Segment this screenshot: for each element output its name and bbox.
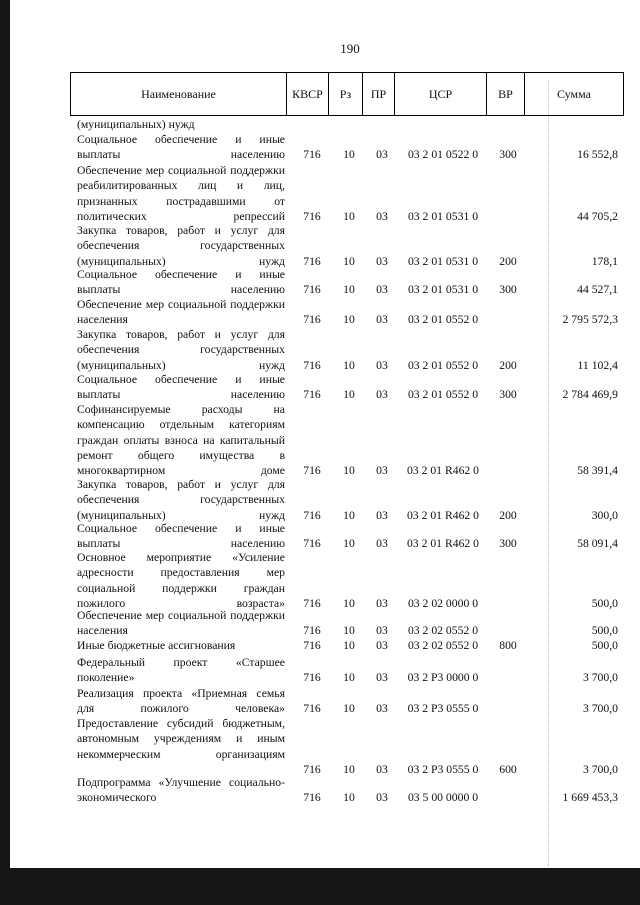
row-csr: 03 2 01 0531 0 bbox=[407, 283, 479, 297]
row-sum: 300,0 bbox=[591, 508, 618, 522]
row-csr: 03 2 01 0552 0 bbox=[407, 313, 479, 327]
row-kvsr: 716 bbox=[303, 596, 321, 610]
row-csr: 03 2 02 0552 0 bbox=[407, 639, 479, 652]
table-row bbox=[77, 655, 625, 686]
row-name: Обеспечение мер социальной поддержки населения bbox=[77, 609, 285, 638]
row-csr: 03 2 01 0552 0 bbox=[407, 358, 479, 372]
row-kvsr: 716 bbox=[303, 639, 321, 652]
row-kvsr: 716 bbox=[303, 464, 321, 478]
table-row bbox=[77, 372, 625, 403]
row-rz: 10 bbox=[343, 671, 355, 685]
row-kvsr: 716 bbox=[303, 388, 321, 402]
row-rz: 10 bbox=[343, 254, 355, 268]
row-name: Социальное обеспечение и иные выплаты населению bbox=[77, 133, 285, 162]
row-sum: 178,1 bbox=[591, 254, 618, 268]
row-rz: 10 bbox=[343, 283, 355, 297]
row-sum: 58 391,4 bbox=[577, 464, 618, 478]
row-name: Социальное обеспечение и иные выплаты населению bbox=[77, 373, 285, 402]
row-pr: 03 bbox=[376, 671, 388, 685]
row-vr: 800 bbox=[499, 639, 517, 652]
table-row bbox=[77, 638, 625, 653]
row-sum: 44 705,2 bbox=[577, 209, 618, 223]
row-sum: 44 527,1 bbox=[577, 283, 618, 297]
row-csr: 03 2 P3 0555 0 bbox=[407, 762, 479, 776]
row-name: Социальное обеспечение и иные выплаты населению bbox=[77, 522, 285, 551]
row-rz: 10 bbox=[343, 702, 355, 716]
row-sum: 1 669 453,3 bbox=[562, 791, 618, 805]
row-name: Реализация проекта «Приемная семья для пожилого человека» bbox=[77, 687, 285, 716]
row-csr: 03 2 01 0552 0 bbox=[407, 388, 479, 402]
header-name: Наименование bbox=[71, 73, 287, 115]
row-sum: 16 552,8 bbox=[577, 148, 618, 162]
row-sum: 2 784 469,9 bbox=[562, 388, 618, 402]
table-row bbox=[77, 267, 625, 298]
table-row bbox=[77, 297, 625, 328]
row-vr: 300 bbox=[499, 283, 517, 297]
table-row bbox=[77, 521, 625, 552]
row-pr: 03 bbox=[376, 209, 388, 223]
row-pr: 03 bbox=[376, 388, 388, 402]
row-pr: 03 bbox=[376, 283, 388, 297]
row-rz: 10 bbox=[343, 639, 355, 652]
row-rz: 10 bbox=[343, 596, 355, 610]
table-row bbox=[77, 223, 625, 269]
row-csr: 03 2 P3 0555 0 bbox=[407, 702, 479, 716]
row-name: (муниципальных) нужд bbox=[77, 118, 195, 131]
row-vr: 300 bbox=[499, 388, 517, 402]
row-rz: 10 bbox=[343, 624, 355, 638]
table-row bbox=[77, 163, 625, 224]
row-pr: 03 bbox=[376, 596, 388, 610]
row-sum: 500,0 bbox=[591, 639, 618, 652]
row-pr: 03 bbox=[376, 313, 388, 327]
row-name: Закупка товаров, работ и услуг для обеспечения государственных (муниципальных) нужд bbox=[77, 224, 285, 268]
row-csr: 03 2 02 0552 0 bbox=[407, 624, 479, 638]
row-name: Обеспечение мер социальной поддержки населения bbox=[77, 298, 285, 327]
table-row bbox=[77, 775, 625, 806]
row-vr: 600 bbox=[499, 762, 517, 776]
row-rz: 10 bbox=[343, 464, 355, 478]
table-row bbox=[77, 117, 625, 132]
row-rz: 10 bbox=[343, 388, 355, 402]
row-kvsr: 716 bbox=[303, 537, 321, 551]
row-kvsr: 716 bbox=[303, 702, 321, 716]
row-csr: 03 2 01 R462 0 bbox=[406, 537, 480, 551]
row-kvsr: 716 bbox=[303, 508, 321, 522]
row-sum: 500,0 bbox=[591, 596, 618, 610]
row-rz: 10 bbox=[343, 791, 355, 805]
row-kvsr: 716 bbox=[303, 762, 321, 776]
header-pr: ПР bbox=[363, 73, 395, 115]
row-kvsr: 716 bbox=[303, 209, 321, 223]
table-row bbox=[77, 477, 625, 523]
row-csr: 03 2 P3 0000 0 bbox=[407, 671, 479, 685]
row-sum: 11 102,4 bbox=[577, 358, 618, 372]
row-sum: 2 795 572,3 bbox=[562, 313, 618, 327]
row-csr: 03 5 00 0000 0 bbox=[407, 791, 479, 805]
row-csr: 03 2 01 0531 0 bbox=[407, 209, 479, 223]
header-sum: Сумма bbox=[557, 86, 591, 101]
row-vr: 200 bbox=[499, 358, 517, 372]
row-name: Обеспечение мер социальной поддержки реабилитированных лиц и лиц, признанных пострадавшими от политических репрессий bbox=[77, 164, 285, 223]
table-row bbox=[77, 132, 625, 163]
header-kvsr: КВСР bbox=[287, 73, 329, 115]
page-number: 190 bbox=[340, 41, 360, 56]
row-rz: 10 bbox=[343, 508, 355, 522]
row-kvsr: 716 bbox=[303, 148, 321, 162]
header-vr: ВР bbox=[487, 73, 525, 115]
row-pr: 03 bbox=[376, 791, 388, 805]
row-csr: 03 2 02 0000 0 bbox=[407, 596, 479, 610]
row-csr: 03 2 01 0531 0 bbox=[407, 254, 479, 268]
row-pr: 03 bbox=[376, 464, 388, 478]
row-sum: 58 091,4 bbox=[577, 537, 618, 551]
scan-edge-left bbox=[0, 0, 10, 905]
row-pr: 03 bbox=[376, 358, 388, 372]
row-name: Софинансируемые расходы на компенсацию отдельным категориям граждан оплаты взноса на капитальный ремонт общего имущества в многоквартирном доме bbox=[77, 403, 285, 478]
row-kvsr: 716 bbox=[303, 624, 321, 638]
row-rz: 10 bbox=[343, 762, 355, 776]
table-row bbox=[77, 608, 625, 639]
row-pr: 03 bbox=[376, 624, 388, 638]
row-vr: 200 bbox=[499, 254, 517, 268]
row-sum: 3 700,0 bbox=[582, 762, 618, 776]
row-sum: 500,0 bbox=[591, 624, 618, 638]
row-pr: 03 bbox=[376, 639, 388, 652]
row-pr: 03 bbox=[376, 537, 388, 551]
table-row bbox=[77, 716, 625, 777]
row-name: Предоставление субсидий бюджетным, автономным учреждениям и иным некоммерческим организациям bbox=[77, 717, 285, 761]
row-name: Подпрограмма «Улучшение социально-экономического bbox=[77, 776, 285, 805]
row-vr: 300 bbox=[499, 537, 517, 551]
row-rz: 10 bbox=[343, 209, 355, 223]
row-rz: 10 bbox=[343, 148, 355, 162]
row-kvsr: 716 bbox=[303, 283, 321, 297]
table-row bbox=[77, 550, 625, 611]
row-name: Иные бюджетные ассигнования bbox=[77, 639, 236, 652]
row-pr: 03 bbox=[376, 702, 388, 716]
row-pr: 03 bbox=[376, 508, 388, 522]
scan-edge-bottom bbox=[0, 868, 640, 905]
row-csr: 03 2 01 R462 0 bbox=[406, 508, 480, 522]
table-row bbox=[77, 402, 625, 479]
row-kvsr: 716 bbox=[303, 671, 321, 685]
header-csr: ЦСР bbox=[395, 73, 487, 115]
row-vr: 200 bbox=[499, 508, 517, 522]
row-vr: 300 bbox=[499, 148, 517, 162]
row-rz: 10 bbox=[343, 537, 355, 551]
row-sum: 3 700,0 bbox=[582, 702, 618, 716]
row-csr: 03 2 01 0522 0 bbox=[407, 148, 479, 162]
header-rz: Рз bbox=[329, 73, 363, 115]
row-name: Федеральный проект «Старшее поколение» bbox=[77, 656, 285, 685]
row-name: Закупка товаров, работ и услуг для обеспечения государственных (муниципальных) нужд bbox=[77, 328, 285, 372]
table-row bbox=[77, 686, 625, 717]
row-name: Основное мероприятие «Усиление адресности предоставления мер социальной поддержки граждан пожилого возраста» bbox=[77, 551, 285, 610]
row-kvsr: 716 bbox=[303, 313, 321, 327]
row-csr: 03 2 01 R462 0 bbox=[406, 464, 480, 478]
table-row bbox=[77, 327, 625, 373]
row-sum: 3 700,0 bbox=[582, 671, 618, 685]
row-rz: 10 bbox=[343, 358, 355, 372]
row-name: Закупка товаров, работ и услуг для обеспечения государственных (муниципальных) нужд bbox=[77, 478, 285, 522]
row-kvsr: 716 bbox=[303, 791, 321, 805]
row-pr: 03 bbox=[376, 148, 388, 162]
row-kvsr: 716 bbox=[303, 254, 321, 268]
row-pr: 03 bbox=[376, 254, 388, 268]
row-pr: 03 bbox=[376, 762, 388, 776]
row-rz: 10 bbox=[343, 313, 355, 327]
row-kvsr: 716 bbox=[303, 358, 321, 372]
row-name: Социальное обеспечение и иные выплаты населению bbox=[77, 268, 285, 297]
table-header bbox=[70, 72, 624, 116]
